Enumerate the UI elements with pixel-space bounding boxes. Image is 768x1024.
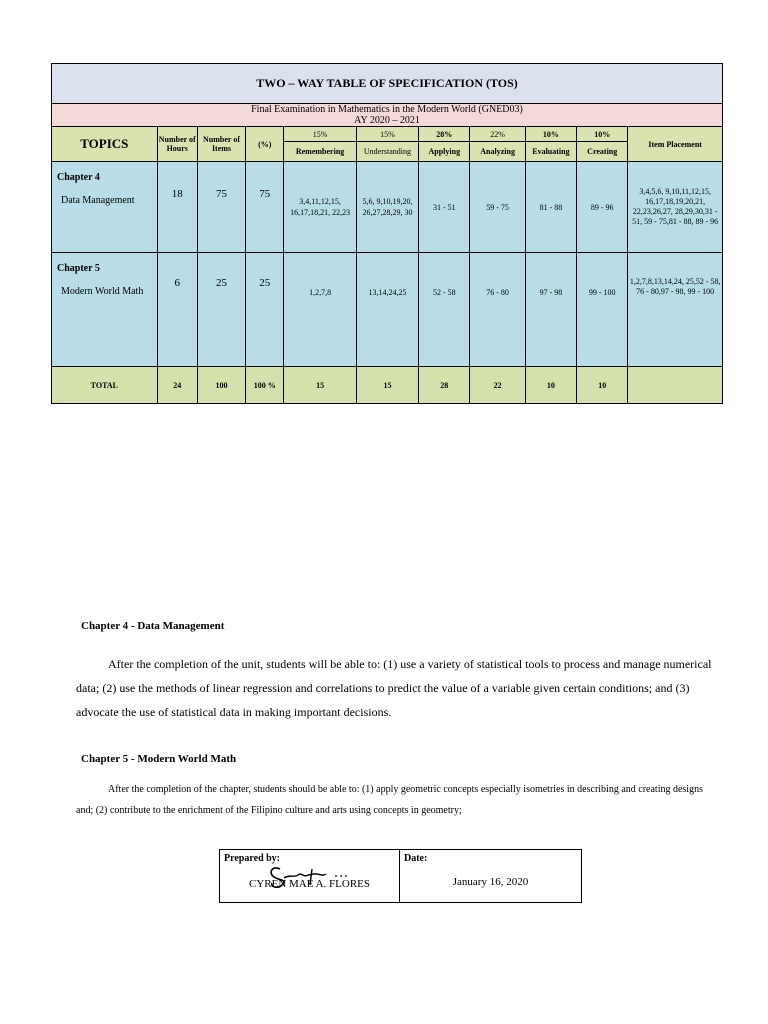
level-cell: 99 - 100 — [577, 253, 628, 367]
level-cell: 5,6, 9,10,19,20, 26,27,28,29, 30 — [356, 162, 418, 253]
header-level-name: Evaluating — [525, 142, 576, 162]
total-level: 10 — [525, 367, 576, 404]
hours-cell: 6 — [157, 253, 197, 367]
header-level-pct: 10% — [525, 127, 576, 142]
topic-cell — [52, 162, 158, 253]
header-level-pct: 15% — [356, 127, 418, 142]
prepared-cell — [220, 850, 400, 903]
header-topics: TOPICS — [52, 127, 158, 162]
total-placement — [628, 367, 723, 404]
placement-cell: 3,4,5,6, 9,10,11,12,15, 16,17,18,19,20,21, 22,23,26,27, 28,29,30,31 - 51, 59 - 75,81 - 88, 89 - 96 — [628, 162, 723, 253]
level-cell: 3,4,11,12,15, 16,17,18,21, 22,23 — [284, 162, 356, 253]
header-hours: Number of Hours — [157, 127, 197, 162]
level-cell: 59 - 75 — [470, 162, 525, 253]
signoff-table — [219, 849, 582, 903]
header-level-pct: 28% — [419, 127, 470, 142]
level-cell: 52 - 58 — [419, 253, 470, 367]
header-level-name: Analyzing — [470, 142, 525, 162]
level-cell: 81 - 88 — [525, 162, 576, 253]
total-hours: 24 — [157, 367, 197, 404]
total-level: 10 — [577, 367, 628, 404]
total-level: 15 — [284, 367, 356, 404]
preparer-name: CYREN MAE A. FLORES — [248, 878, 371, 890]
total-label: TOTAL — [52, 367, 158, 404]
date-value: January 16, 2020 — [452, 876, 529, 888]
tos-title: TWO – WAY TABLE OF SPECIFICATION (TOS) — [52, 64, 723, 104]
items-cell: 25 — [197, 253, 245, 367]
total-row — [52, 367, 723, 404]
date-label: Date: — [404, 853, 428, 864]
chapter5-section — [76, 753, 716, 821]
header-level-name: Creating — [577, 142, 628, 162]
chapter4-heading: Chapter 4 - Data Management — [81, 620, 225, 632]
header-percent: (%) — [246, 127, 284, 162]
topic-name: Data Management — [61, 195, 135, 206]
chapter-label: Chapter 4 — [57, 172, 100, 183]
chapter4-section — [76, 620, 716, 724]
header-items: Number of Items — [197, 127, 245, 162]
total-level: 15 — [356, 367, 418, 404]
total-percent: 100 % — [246, 367, 284, 404]
chapter5-heading: Chapter 5 - Modern World Math — [81, 753, 237, 765]
chapter5-objectives: After the completion of the chapter, students should be able to: (1) apply geometric concepts especially isometries in describing and creating designs and; (2) contribute to the enrichment of the Filipino culture and arts using concepts in geometry; — [76, 784, 703, 816]
header-level-name: Remembering — [284, 142, 356, 162]
level-cell: 89 - 96 — [577, 162, 628, 253]
date-cell — [400, 850, 582, 903]
tos-subtitle — [52, 104, 723, 127]
hours-cell: 18 — [157, 162, 197, 253]
placement-cell: 1,2,7,8,13,14,24, 25,52 - 58, 76 - 80,97 - 98, 99 - 100 — [628, 253, 723, 367]
signature — [266, 863, 356, 891]
prepared-label: Prepared by: — [224, 853, 281, 864]
total-level: 22 — [470, 367, 525, 404]
header-level-pct: 15% — [284, 127, 356, 142]
level-cell: 97 - 98 — [525, 253, 576, 367]
table-row — [52, 253, 723, 367]
percent-cell: 75 — [246, 162, 284, 253]
level-cell: 13,14,24,25 — [356, 253, 418, 367]
chapter4-objectives: After the completion of the unit, students will be able to: (1) use a variety of statistical tools to process and manage numerical data; (2) use the methods of linear regression and correlations to predict the value of a variable given certain conditions; and (3) advocate the use of statistical data in making important decisions. — [76, 657, 712, 719]
chapter-label: Chapter 5 — [57, 263, 100, 274]
level-cell: 76 - 80 — [470, 253, 525, 367]
items-cell: 75 — [197, 162, 245, 253]
total-level: 28 — [419, 367, 470, 404]
header-level-name: Understanding — [356, 142, 418, 162]
academic-year: AY 2020 – 2021 — [354, 115, 420, 126]
percent-cell: 25 — [246, 253, 284, 367]
topic-name: Modern World Math — [61, 286, 144, 297]
level-cell: 31 - 51 — [419, 162, 470, 253]
total-items: 100 — [197, 367, 245, 404]
tos-table — [51, 63, 723, 404]
header-level-pct: 10% — [577, 127, 628, 142]
header-placement: Item Placement — [628, 127, 723, 162]
header-level-pct: 22% — [470, 127, 525, 142]
level-cell: 1,2,7,8 — [284, 253, 356, 367]
table-row — [52, 162, 723, 253]
header-level-name: Applying — [419, 142, 470, 162]
topic-cell — [52, 253, 158, 367]
exam-title: Final Examination in Mathematics in the Modern World (GNED03) — [251, 104, 523, 115]
